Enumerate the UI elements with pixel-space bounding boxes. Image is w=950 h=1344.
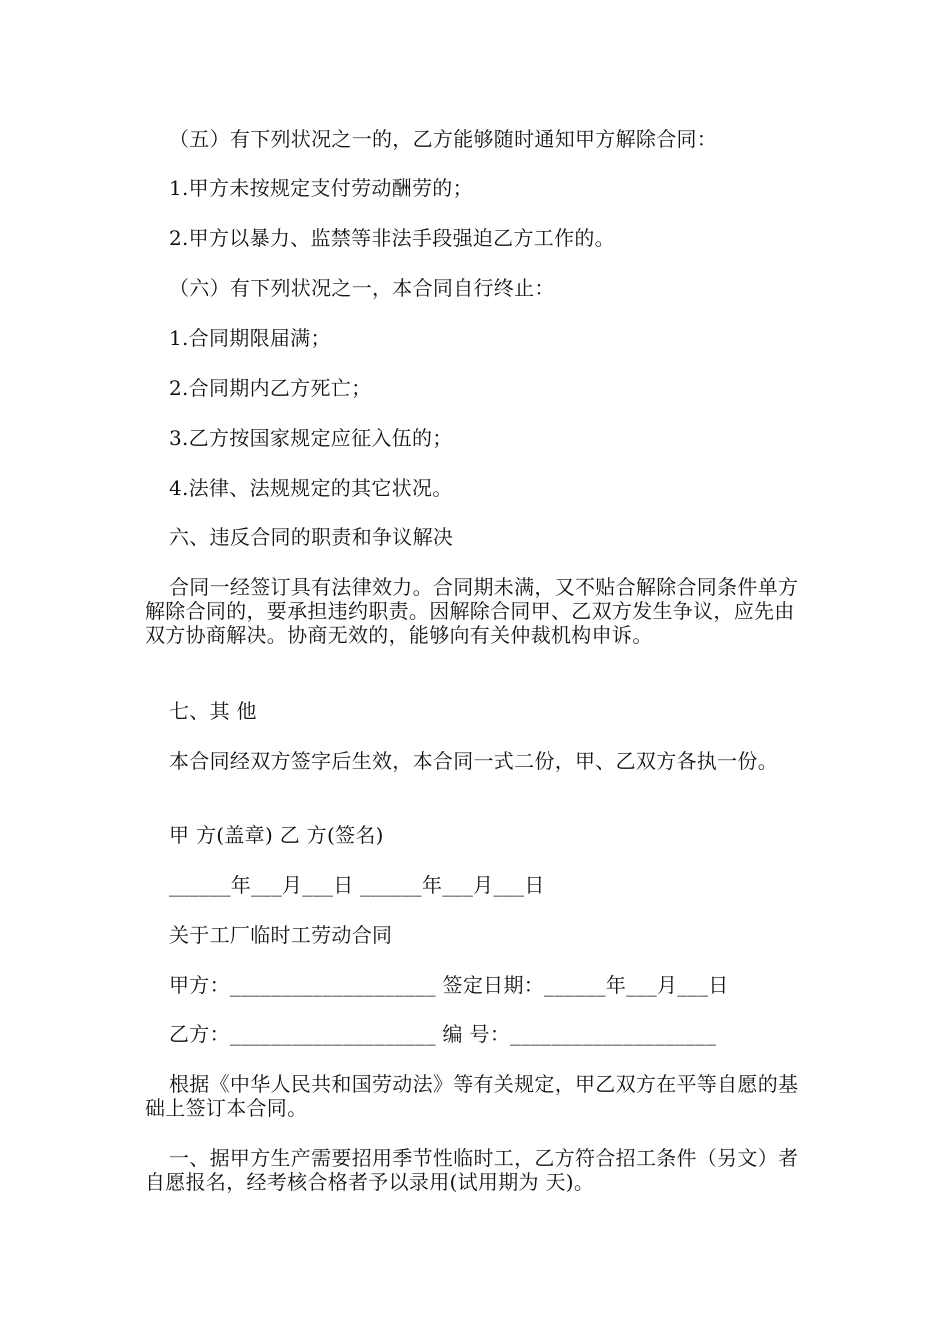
- clause-6-item-3: 3.乙方按国家规定应征入伍的；: [169, 426, 453, 450]
- article-1-paragraph: 一、据甲方生产需要招用季节性临时工，乙方符合招工条件（另文）者自愿报名，经考核合格者予以录用(试用期为 天)。: [145, 1146, 799, 1194]
- clause-5-item-1: 1.甲方未按规定支付劳动酬劳的；: [169, 176, 473, 200]
- party-a-field: 甲方：____________________ 签定日期：______年___月___日: [169, 973, 729, 997]
- clause-6-item-4: 4.法律、法规规定的其它状况。: [169, 476, 453, 500]
- signature-dates: ______年___月___日 ______年___月___日: [169, 873, 545, 897]
- section-7-paragraph: 本合同经双方签字后生效，本合同一式二份，甲、乙双方各执一份。: [169, 749, 778, 773]
- clause-6-item-1: 1.合同期限届满；: [169, 326, 331, 350]
- contract-title: 关于工厂临时工劳动合同: [169, 923, 393, 947]
- clause-6-heading: （六）有下列状况之一，本合同自行终止：: [169, 276, 555, 300]
- section-6-title: 六、违反合同的职责和争议解决: [169, 525, 454, 549]
- preamble-paragraph: 根据《中华人民共和国劳动法》等有关规定，甲乙双方在平等自愿的基础上签订本合同。: [145, 1072, 799, 1120]
- signature-parties: 甲 方(盖章) 乙 方(签名): [169, 823, 384, 847]
- clause-5-item-2: 2.甲方以暴力、监禁等非法手段强迫乙方工作的。: [169, 226, 615, 250]
- section-6-paragraph: 合同一经签订具有法律效力。合同期未满，又不贴合解除合同条件单方解除合同的，要承担违约职责。因解除合同甲、乙双方发生争议，应先由双方协商解决。协商无效的，能够向有关仲裁机构申诉。: [145, 575, 799, 647]
- clause-5-heading: （五）有下列状况之一的，乙方能够随时通知甲方解除合同：: [169, 127, 718, 151]
- section-7-title: 七、其 他: [169, 699, 257, 723]
- clause-6-item-2: 2.合同期内乙方死亡；: [169, 376, 372, 400]
- party-b-field: 乙方：____________________ 编 号：____________________: [169, 1022, 717, 1046]
- document-page: [145, 0, 810, 1344]
